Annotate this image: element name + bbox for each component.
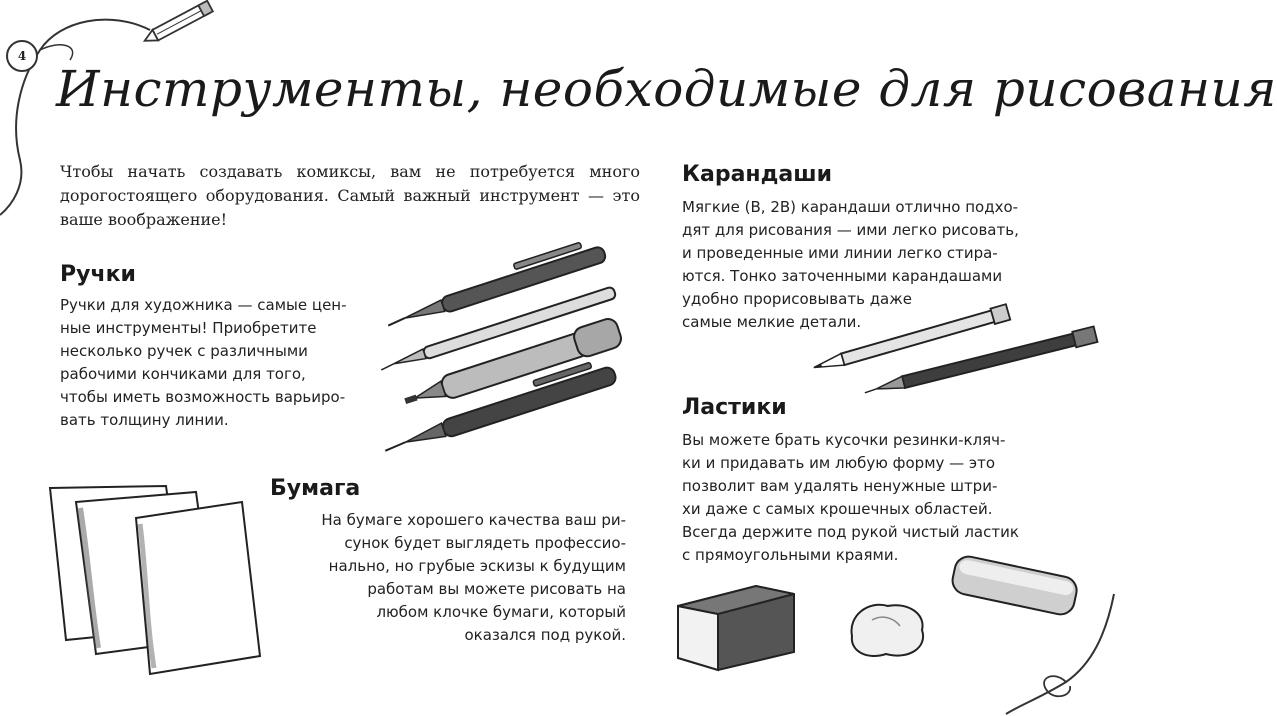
intro-paragraph: Чтобы начать создавать комиксы, вам не потребуется много дорогостоящего оборудования. Самый важный инструмент — это ваше воображение!: [60, 162, 640, 229]
paper-line: нально, но грубые эскизы к будущим: [328, 557, 626, 575]
erasers-line: с прямоугольными краями.: [682, 546, 899, 564]
pens-line: чтобы иметь возможность варьиро-: [60, 388, 346, 406]
pens-heading: Ручки: [60, 262, 136, 287]
pens-line: Ручки для художника — самые цен-: [60, 296, 347, 314]
paper-line: любом клочке бумаги, который: [376, 603, 626, 621]
page-number: 4: [6, 40, 38, 72]
paper-line: На бумаге хорошего качества ваш ри-: [321, 511, 626, 529]
paper-heading: Бумага: [270, 476, 361, 501]
pencils-line: и проведенные ими линии легко стира-: [682, 244, 998, 262]
erasers-line: позволит вам удалять ненужные штри-: [682, 477, 998, 495]
erasers-text: [682, 429, 1062, 567]
pens-line: рабочими кончиками для того,: [60, 365, 306, 383]
pencils-line: ются. Тонко заточенными карандашами: [682, 267, 1003, 285]
pencils-heading: Карандаши: [682, 162, 833, 187]
pencils-line: Мягкие (B, 2B) карандаши отлично подхо-: [682, 198, 1019, 216]
erasers-line: Вы можете брать кусочки резинки-кляч-: [682, 431, 1006, 449]
pens-illustration: [370, 236, 650, 446]
pencils-line: дят для рисования — ими легко рисовать,: [682, 221, 1019, 239]
pencils-line: удобно прорисовывать даже: [682, 290, 912, 308]
pens-text: [60, 294, 378, 432]
erasers-line: ки и придавать им любую форму — это: [682, 454, 996, 472]
paper-line: сунок будет выглядеть профессио-: [344, 534, 626, 552]
pencils-line: самые мелкие детали.: [682, 313, 862, 331]
pens-line: вать толщину линии.: [60, 411, 229, 429]
erasers-heading: Ластики: [682, 395, 787, 420]
pencil-icon: [138, 2, 222, 42]
page-title: Инструменты, необходимые для рисования: [56, 60, 1277, 118]
pens-line: ные инструменты! Приобретите: [60, 319, 317, 337]
pencils-illustration: [800, 300, 1112, 392]
pens-line: несколько ручек с различными: [60, 342, 308, 360]
paper-sheets-illustration: [46, 478, 266, 678]
erasers-line: хи даже с самых крошечных областей.: [682, 500, 993, 518]
swirl-ornament-bottom-icon: [996, 594, 1116, 716]
paper-line: работам вы можете рисовать на: [367, 580, 626, 598]
paper-line: оказался под рукой.: [464, 626, 626, 644]
erasers-line: Всегда держите под рукой чистый ластик: [682, 523, 1019, 541]
paper-text: [270, 509, 626, 647]
